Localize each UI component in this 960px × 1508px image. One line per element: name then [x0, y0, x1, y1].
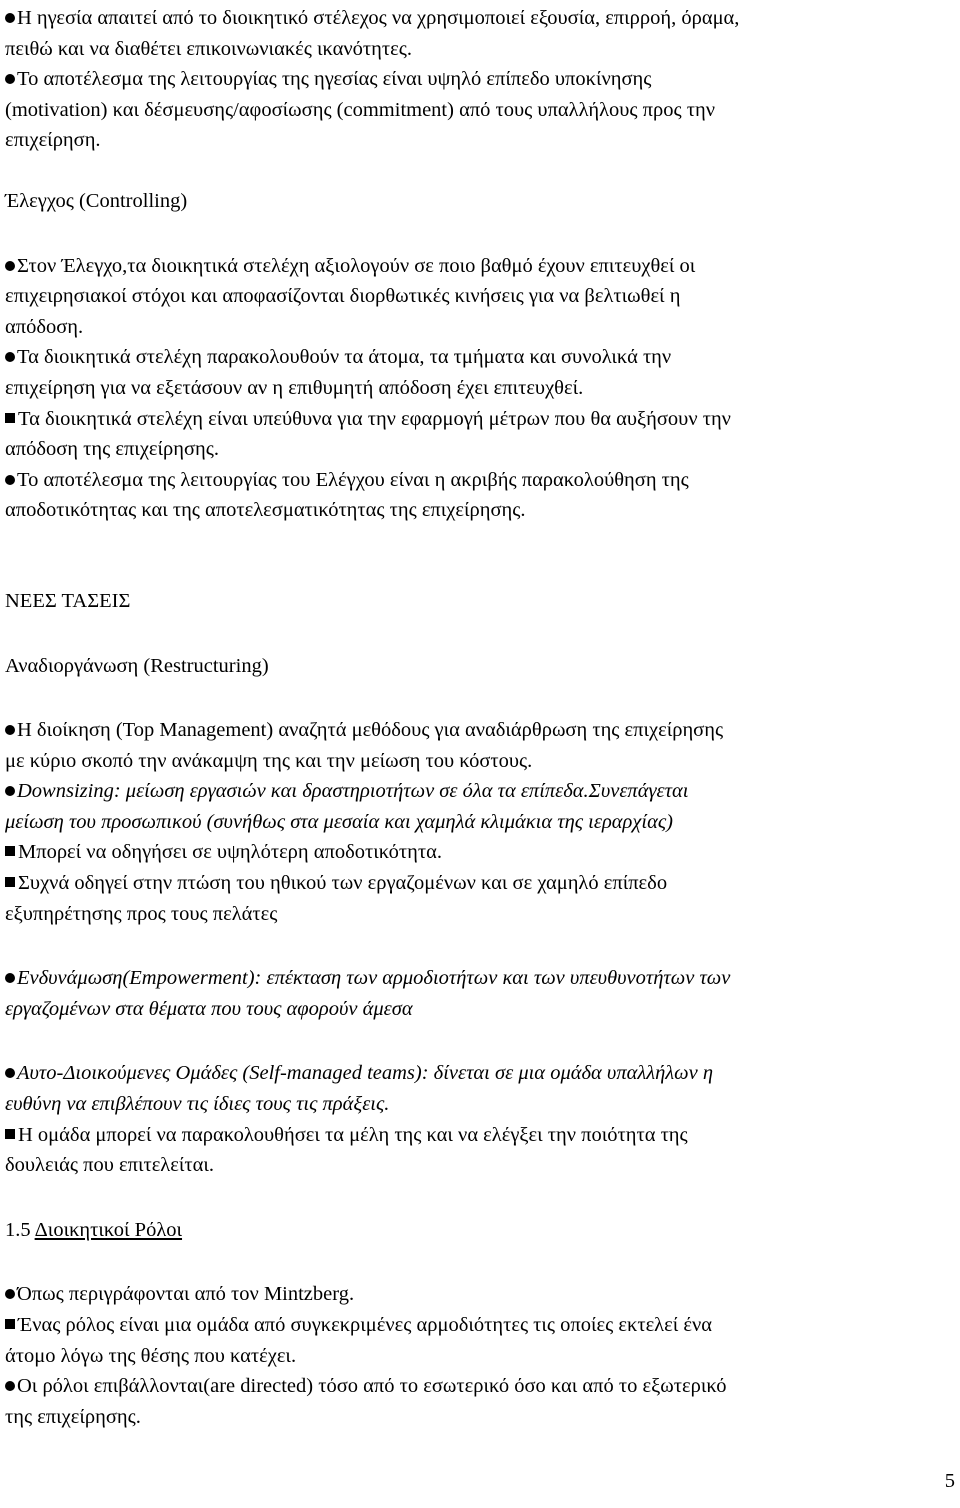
- new-trends-heading: ΝΕΕΣ ΤΑΣΕΙΣ: [5, 589, 131, 612]
- bullet-dot-icon: [5, 973, 15, 983]
- bullet-dot-icon: [5, 1381, 15, 1391]
- roles-section-number: 1.5: [5, 1218, 31, 1241]
- bullet-square-icon: [5, 413, 15, 423]
- bullet-square-icon: [5, 1129, 15, 1139]
- controlling-para3-line1: Τα διοικητικά στελέχη είναι υπεύθυνα για την εφαρμογή μέτρων που θα αυξήσουν την: [5, 404, 955, 435]
- bullet-dot-icon: [5, 475, 15, 485]
- bullet-dot-icon: [5, 352, 15, 362]
- controlling-para1-line2: επιχειρησιακοί στόχοι και αποφασίζονται διορθωτικές κινήσεις για να βελτιωθεί η: [5, 285, 681, 308]
- leadership-para2-line3: επιχείρηση.: [5, 129, 101, 152]
- downsizing-line1: Downsizing: μείωση εργασιών και δραστηριοτήτων σε όλα τα επίπεδα.Συνεπάγεται: [5, 776, 955, 807]
- restructuring-para1-line2: με κύριο σκοπό την ανάκαμψη της και την μείωση του κόστους.: [5, 749, 533, 772]
- leadership-para2-line1: Το αποτέλεσμα της λειτουργίας της ηγεσίας είναι υψηλό επίπεδο υποκίνησης: [5, 64, 955, 95]
- bullet-dot-icon: [5, 1289, 15, 1299]
- page-number: 5: [944, 1470, 955, 1492]
- bullet-dot-icon: [5, 786, 15, 796]
- controlling-para4-line1: Το αποτέλεσμα της λειτουργίας του Ελέγχου είναι η ακριβής παρακολούθηση της: [5, 465, 955, 496]
- team-monitoring-line1: Η ομάδα μπορεί να παρακολουθήσει τα μέλη της και να ελέγξει την ποιότητα της: [5, 1120, 955, 1151]
- bullet-dot-icon: [5, 74, 15, 84]
- self-managed-line2: ευθύνη να επιβλέπουν τις ίδιες τους τις πράξεις.: [5, 1093, 390, 1116]
- roles-title: Διοικητικοί Ρόλοι: [34, 1218, 183, 1241]
- document-page: [5, 0, 955, 1432]
- leadership-para2-line2: (motivation) και δέσμευσης/αφοσίωσης (commitment) από τους υπαλλήλους προς την: [5, 98, 715, 121]
- restructuring-para3: Μπορεί να οδηγήσει σε υψηλότερη αποδοτικότητα.: [5, 837, 955, 868]
- roles-para1: Όπως περιγράφονται από τον Mintzberg.: [5, 1279, 955, 1310]
- roles-para2-line1: Ένας ρόλος είναι μια ομάδα από συγκεκριμένες αρμοδιότητες τις οποίες εκτελεί ένα: [5, 1310, 955, 1341]
- empowerment-line1: Ενδυνάμωση(Empowerment): επέκταση των αρμοδιοτήτων και των υπευθυνοτήτων των: [5, 963, 955, 994]
- restructuring-heading: Αναδιοργάνωση (Restructuring): [5, 654, 269, 677]
- controlling-para3-line2: απόδοση της επιχείρησης.: [5, 438, 220, 461]
- restructuring-para1-line1: Η διοίκηση (Top Management) αναζητά μεθόδους για αναδιάρθρωση της επιχείρησης: [5, 715, 955, 746]
- empowerment-line2: εργαζομένων στα θέματα που τους αφορούν άμεσα: [5, 997, 413, 1020]
- restructuring-para4-line1: Συχνά οδηγεί στην πτώση του ηθικού των εργαζομένων και σε χαμηλό επίπεδο: [5, 868, 955, 899]
- bullet-dot-icon: [5, 1068, 15, 1078]
- bullet-dot-icon: [5, 725, 15, 735]
- leadership-para1-line1: Η ηγεσία απαιτεί από το διοικητικό στέλεχος να χρησιμοποιεί εξουσία, επιρροή, όραμα,: [5, 3, 955, 34]
- roles-para2-line2: άτομο λόγω της θέσης που κατέχει.: [5, 1344, 297, 1367]
- roles-para3-line1: Οι ρόλοι επιβάλλονται(are directed) τόσο από το εσωτερικό όσο και από το εξωτερικό: [5, 1371, 955, 1402]
- bullet-dot-icon: [5, 13, 15, 23]
- controlling-heading: Έλεγχος (Controlling): [5, 189, 188, 212]
- bullet-square-icon: [5, 877, 15, 887]
- bullet-square-icon: [5, 1319, 15, 1329]
- self-managed-line1: Αυτο-Διοικούμενες Ομάδες (Self-managed teams): δίνεται σε μια ομάδα υπαλλήλων η: [5, 1058, 955, 1089]
- bullet-square-icon: [5, 846, 15, 856]
- controlling-para2-line2: επιχείρηση για να εξετάσουν αν η επιθυμητή απόδοση έχει επιτευχθεί.: [5, 376, 584, 399]
- team-monitoring-line2: δουλειάς που επιτελείται.: [5, 1154, 214, 1177]
- restructuring-para4-line2: εξυπηρέτησης προς τους πελάτες: [5, 902, 278, 925]
- downsizing-line2: μείωση του προσωπικού (συνήθως στα μεσαία και χαμηλά κλιμάκια της ιεραρχίας): [5, 810, 674, 833]
- leadership-para1-line2: πειθώ και να διαθέτει επικοινωνιακές ικανότητες.: [5, 37, 412, 60]
- roles-para3-line2: της επιχείρησης.: [5, 1405, 141, 1428]
- controlling-para1-line1: Στον Έλεγχο,τα διοικητικά στελέχη αξιολογούν σε ποιο βαθμό έχουν επιτευχθεί οι: [5, 251, 955, 282]
- roles-heading: [5, 1215, 955, 1246]
- controlling-para2-line1: Τα διοικητικά στελέχη παρακολουθούν τα άτομα, τα τμήματα και συνολικά την: [5, 342, 955, 373]
- controlling-para1-line3: απόδοση.: [5, 315, 84, 338]
- bullet-dot-icon: [5, 261, 15, 271]
- controlling-para4-line2: αποδοτικότητας και της αποτελεσματικότητας της επιχείρησης.: [5, 499, 526, 522]
